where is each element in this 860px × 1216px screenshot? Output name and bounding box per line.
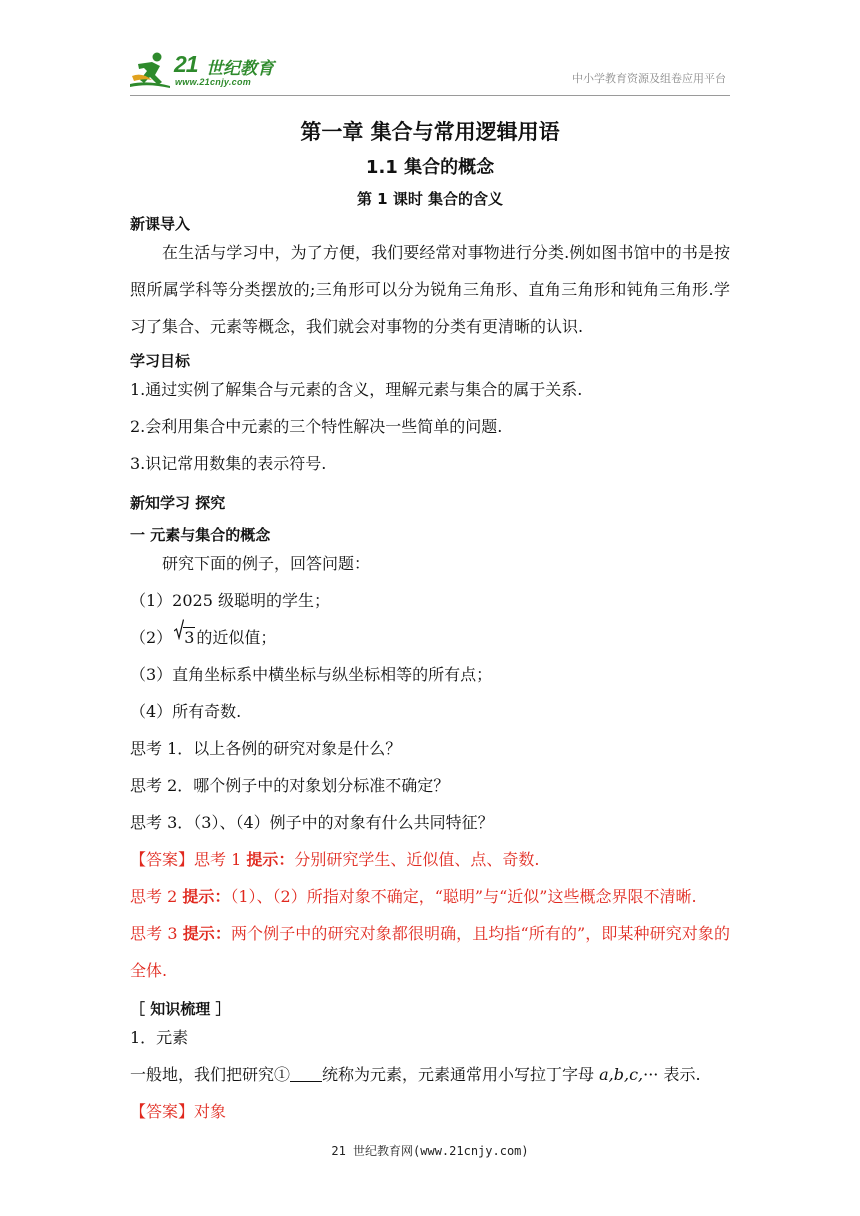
hint-label: 提示： (182, 924, 231, 943)
answer-label: 【答案】 (130, 1102, 195, 1121)
header-divider (130, 95, 730, 96)
question-item: 思考 2．哪个例子中的对象划分标准不确定？ (130, 776, 450, 795)
definition-text: 一般地，我们把研究① (130, 1065, 291, 1084)
answer-text: 对象 (194, 1102, 227, 1121)
lesson-title: 第 1 课时 集合的含义 (356, 190, 504, 208)
knowledge-answer (130, 1093, 730, 1130)
goal-item: 3.识记常用数集的表示符号. (130, 454, 327, 473)
explore-subheading: 一 元素与集合的概念 (130, 526, 271, 544)
explore-heading: 新知学习 探究 (130, 494, 226, 512)
definition-letters: a,b,c, (599, 1065, 644, 1084)
document-body (130, 108, 730, 1130)
question-item: 思考 3．（3）、（4）例子中的对象有什么共同特征？ (130, 813, 494, 832)
page-footer: 21 世纪教育网(www.21cnjy.com) (331, 1144, 529, 1158)
answer-3 (130, 915, 730, 989)
section-title: 1.1 集合的概念 (365, 157, 495, 178)
answer-2 (130, 878, 730, 915)
answer-prefix: 思考 3 (130, 924, 183, 943)
example-text: 的近似值； (196, 628, 277, 647)
fill-blank (290, 1065, 322, 1082)
logo-text: 世纪教育 (206, 59, 274, 79)
answer-1 (130, 841, 730, 878)
platform-tagline: 中小学教育资源及组卷应用平台 (572, 72, 726, 85)
goal-item: 1.通过实例了解集合与元素的含义，理解元素与集合的属于关系. (130, 380, 583, 399)
intro-heading: 新课导入 (130, 215, 191, 233)
page-header (0, 0, 860, 95)
answer-prefix: 思考 1 (194, 850, 247, 869)
example-item: （1）2025 级聪明的学生； (130, 591, 330, 610)
knowledge-heading: ［ 知识梳理 ］ (130, 1000, 231, 1018)
intro-paragraph: 在生活与学习中，为了方便，我们要经常对事物进行分类.例如图书馆中的书是按照所属学科等分类摆放的;三角形可以分为锐角三角形、直角三角形和钝角三角形.学习了集合、元素等概念，我们就会对事物的分类有更清晰的认识. (130, 243, 730, 336)
hint-label: 提示： (246, 850, 295, 869)
example-number: （2） (130, 628, 173, 647)
example-item: （4）所有奇数. (130, 702, 242, 721)
explore-prompt: 研究下面的例子，回答问题： (162, 554, 371, 573)
hint-label: 提示： (182, 887, 231, 906)
radical-sign-icon (174, 618, 184, 640)
example-item (130, 619, 730, 656)
site-logo (130, 50, 290, 94)
knowledge-item-title: 1．元素 (130, 1028, 189, 1047)
runner-logo-icon (130, 50, 174, 90)
logo-number: 21 (174, 51, 198, 77)
definition-text: 统称为元素，元素通常用小写拉丁字母 (322, 1065, 595, 1084)
goals-heading: 学习目标 (130, 352, 191, 370)
chapter-title: 第一章 集合与常用逻辑用语 (300, 120, 560, 144)
definition-end: ··· 表示. (643, 1065, 701, 1084)
example-item: （3）直角坐标系中横坐标与纵坐标相等的所有点； (130, 665, 493, 684)
radicand: 3 (184, 628, 195, 647)
question-item: 思考 1．以上各例的研究对象是什么？ (130, 739, 402, 758)
answer-text: 两个例子中的研究对象都很明确，且均指“所有的”，即某种研究对象的全体. (130, 924, 730, 980)
logo-url: www.21cnjy.com (175, 77, 252, 87)
answer-prefix: 思考 2 (130, 887, 183, 906)
square-root (174, 619, 195, 656)
answer-text: （1）、（2）所指对象不确定，“聪明”与“近似”这些概念界限不清晰. (230, 887, 697, 906)
definition-paragraph (130, 1056, 730, 1093)
goal-item: 2.会利用集合中元素的三个特性解决一些简单的问题. (130, 417, 503, 436)
answer-label: 【答案】 (130, 850, 195, 869)
answer-text: 分别研究学生、近似值、点、奇数. (294, 850, 540, 869)
